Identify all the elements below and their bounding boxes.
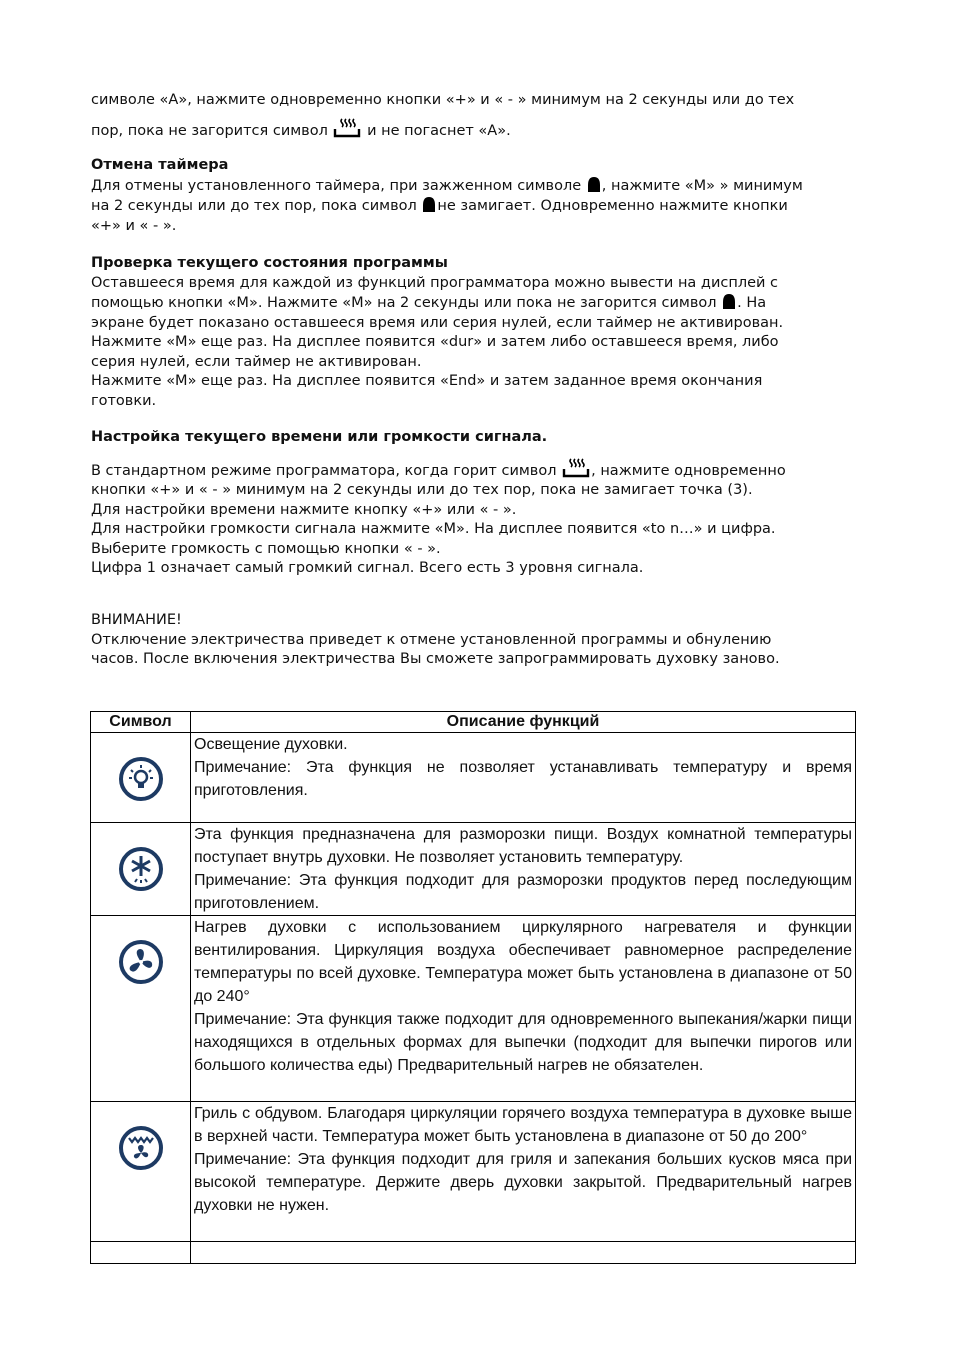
functions-table — [90, 711, 856, 1264]
table-row — [91, 823, 856, 916]
time-volume-line-5: Выберите громкость с помощью кнопки « - ». — [91, 540, 441, 557]
timer-cancel-heading: Отмена таймера — [91, 157, 229, 173]
symbol-cell — [91, 1242, 191, 1264]
warning-line-2: часов. После включения электричества Вы сможете запрограммировать духовку заново. — [91, 651, 780, 667]
timer-cancel-line-2: на 2 секунды или до тех пор, пока символ не замигает. Одновременно нажмите кнопки — [91, 198, 788, 214]
warning-title: ВНИМАНИЕ! — [91, 612, 182, 628]
description-cell — [191, 823, 856, 916]
time-volume-line-6: Цифра 1 означает самый громкий сигнал. Всего есть 3 уровня сигнала. — [91, 560, 644, 576]
symbol-cell — [91, 733, 191, 823]
warning-line-1: Отключение электричества приведет к отмене установленной программы и обнулению — [91, 631, 772, 648]
status-check-line-3: экране будет показано оставшееся время или серия нулей, если таймер не активирован. — [91, 314, 784, 331]
status-check-heading: Проверка текущего состояния программы — [91, 255, 448, 271]
function-note: Примечание: Эта функция не позволяет устанавливать температуру и время приготовления. — [194, 759, 852, 799]
status-check-line-6: Нажмите «M» еще раз. На дисплее появится «End» и затем заданное время окончания — [91, 373, 763, 389]
timer-cancel-line-3: «+» и « - ». — [91, 217, 177, 234]
time-volume-line-4: Для настройки громкости сигнала нажмите «M». На дисплее появится «to n…» и цифра. — [91, 521, 776, 537]
table-row — [91, 916, 856, 1102]
symbol-cell — [91, 1102, 191, 1242]
bell-icon — [586, 176, 602, 194]
symbol-cell — [91, 823, 191, 916]
intro-block — [91, 91, 861, 141]
bell-icon — [721, 293, 737, 311]
function-text: Эта функция предназначена для разморозки пищи. Воздух комнатной температуры поступает внутрь духовки. Не позволяет установить температуру. — [194, 826, 852, 866]
oven-light-icon — [118, 756, 164, 802]
timer-cancel-line-1: Для отмены установленного таймера, при зажженном символе , нажмите «M» » минимум — [91, 177, 803, 194]
fan-heating-icon — [118, 939, 164, 985]
status-check-line-1: Оставшееся время для каждой из функций программатора можно вывести на дисплей с — [91, 274, 779, 291]
time-volume-line-3: Для настройки времени нажмите кнопку «+» или « - ». — [91, 501, 517, 518]
function-text: Гриль с обдувом. Благодаря циркуляции горячего воздуха температура в духовке выше в верхней части. Температура может быть установлена в диапазоне от 50 до 200° — [194, 1105, 852, 1145]
steam-symbol-icon — [332, 117, 362, 139]
table-row — [91, 1242, 856, 1264]
timer-cancel-section — [91, 156, 861, 236]
function-text: Нагрев духовки с использованием циркулярного нагревателя и функции вентилирования. Циркуляция воздуха обеспечивает равномерное распределение температуры по всей духовке. Температура может быть установлена в диапазоне от 50 до 240° — [194, 919, 852, 1005]
fan-grill-icon — [118, 1125, 164, 1171]
time-volume-section — [91, 428, 861, 579]
function-text: Освещение духовки. — [194, 736, 348, 753]
time-volume-line-1: В стандартном режиме программатора, когда горит символ , нажмите одновременно — [91, 457, 861, 482]
table-header-row — [91, 712, 856, 733]
status-check-line-7: готовки. — [91, 392, 157, 409]
bell-icon — [421, 196, 437, 214]
defrost-icon — [118, 846, 164, 892]
time-volume-heading: Настройка текущего времени или громкости сигнала. — [91, 429, 548, 445]
description-cell — [191, 733, 856, 823]
warning-section — [91, 611, 861, 670]
function-note: Примечание: Эта функция также подходит для одновременного выпекания/жарки пищи находящихся в отдельных формах для выпечки (подходит для выпечки пирогов или большого количества еды) Предварительный нагрев не обязателен. — [194, 1011, 852, 1074]
time-volume-line-2: кнопки «+» и « - » минимум на 2 секунды или до тех пор, пока не замигает точка (3). — [91, 482, 753, 498]
steam-symbol-icon — [561, 457, 591, 479]
description-cell — [191, 1242, 856, 1264]
description-column-header: Описание функций — [191, 712, 856, 733]
function-note: Примечание: Эта функция подходит для гриля и запекания больших кусков мяса при высокой температуре. Держите дверь духовки закрытой. Предварительный нагрев духовки не нужен. — [194, 1151, 852, 1214]
symbol-column-header: Символ — [91, 712, 191, 733]
table-row — [91, 733, 856, 823]
intro-line-2: пор, пока не загорится символ и не погаснет «A». — [91, 117, 861, 142]
description-cell — [191, 1102, 856, 1242]
status-check-section — [91, 254, 861, 411]
table-row — [91, 1102, 856, 1242]
status-check-line-5: серия нулей, если таймер не активирован. — [91, 353, 422, 370]
symbol-cell — [91, 916, 191, 1102]
function-note: Примечание: Эта функция подходит для разморозки продуктов перед последующим приготовлением. — [194, 872, 852, 912]
intro-line-1: символе «A», нажмите одновременно кнопки «+» и « - » минимум на 2 секунды или до тех — [91, 92, 795, 108]
description-cell — [191, 916, 856, 1102]
status-check-line-4: Нажмите «M» еще раз. На дисплее появится «dur» и затем либо оставшееся время, либо — [91, 334, 779, 350]
status-check-line-2: помощью кнопки «M». Нажмите «M» на 2 секунды или пока не загорится символ . На — [91, 295, 767, 311]
